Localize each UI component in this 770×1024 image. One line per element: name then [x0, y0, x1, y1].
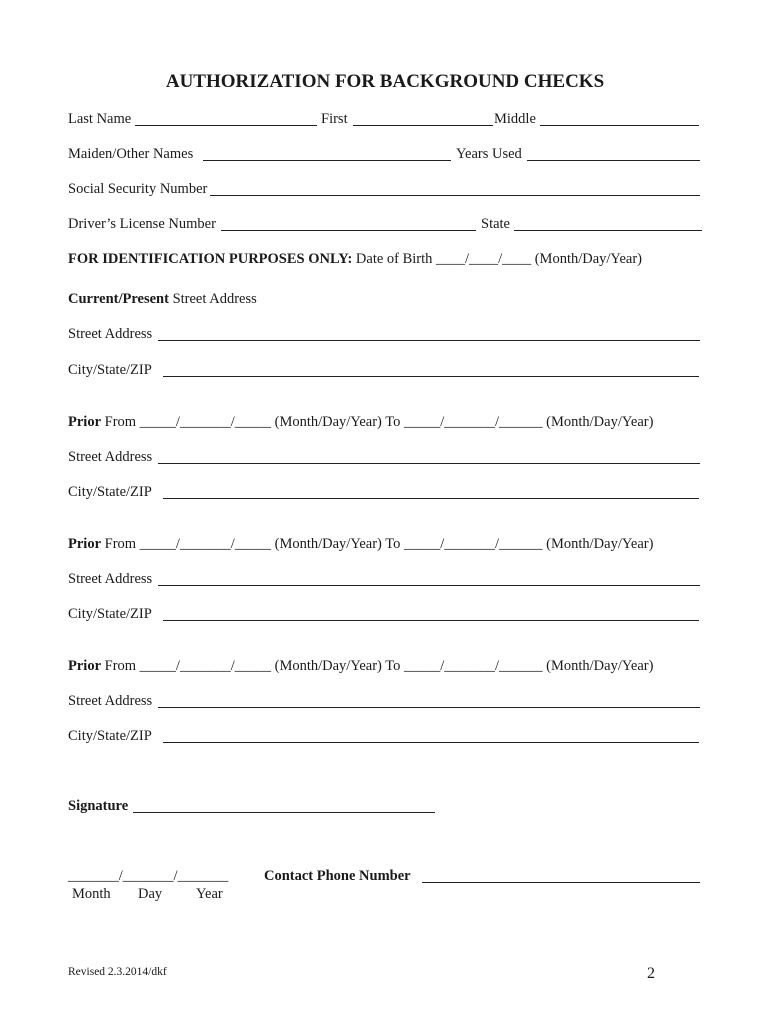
current-street-label: Street Address — [68, 326, 153, 342]
phone-label: Contact Phone Number — [264, 868, 411, 884]
prior-2-street-field[interactable] — [158, 585, 700, 586]
prior-3-bold: Prior — [68, 658, 102, 674]
identification-heading: FOR IDENTIFICATION PURPOSES ONLY: — [68, 251, 353, 267]
prior-3-dates[interactable] — [68, 657, 653, 675]
last-name-field[interactable] — [135, 125, 317, 126]
page-number: 2 — [647, 965, 655, 982]
prior-1-dates[interactable] — [68, 413, 653, 431]
current-address-heading — [68, 290, 257, 308]
prior-2-bold: Prior — [68, 536, 102, 552]
current-present-bold: Current/Present — [68, 291, 169, 307]
current-city-field[interactable] — [163, 376, 699, 377]
prior-1-date-range: From _____/_______/_____ (Month/Day/Year) To _____/_______/______ (Month/Day/Year) — [101, 414, 654, 430]
prior-1-street-label: Street Address — [68, 449, 153, 465]
current-city-label: City/State/ZIP — [68, 362, 152, 378]
day-caption: Day — [138, 886, 163, 902]
form-title: AUTHORIZATION FOR BACKGROUND CHECKS — [165, 71, 605, 92]
state-label: State — [481, 216, 510, 232]
year-caption: Year — [196, 886, 223, 902]
identification-row — [68, 250, 642, 268]
prior-1-city-field[interactable] — [163, 498, 699, 499]
prior-1-street-field[interactable] — [158, 463, 700, 464]
prior-2-date-range: From _____/_______/_____ (Month/Day/Year) To _____/_______/______ (Month/Day/Year) — [101, 536, 654, 552]
prior-2-street-label: Street Address — [68, 571, 153, 587]
middle-name-label: Middle — [494, 111, 536, 127]
license-field[interactable] — [221, 230, 476, 231]
signature-date-field[interactable]: _______/_______/_______ — [68, 868, 229, 884]
last-name-label: Last Name — [68, 111, 132, 127]
prior-2-city-field[interactable] — [163, 620, 699, 621]
prior-3-city-field[interactable] — [163, 742, 699, 743]
ssn-field[interactable] — [210, 195, 700, 196]
prior-3-street-field[interactable] — [158, 707, 700, 708]
prior-3-street-label: Street Address — [68, 693, 153, 709]
maiden-names-field[interactable] — [203, 160, 451, 161]
prior-2-city-label: City/State/ZIP — [68, 606, 152, 622]
signature-field[interactable] — [133, 812, 435, 813]
date-of-birth-text[interactable]: Date of Birth ____/____/____ (Month/Day/Year) — [355, 251, 642, 267]
prior-3-city-label: City/State/ZIP — [68, 728, 152, 744]
maiden-names-label: Maiden/Other Names — [68, 146, 194, 162]
prior-2-dates[interactable] — [68, 535, 653, 553]
state-field[interactable] — [514, 230, 702, 231]
phone-field[interactable] — [422, 882, 700, 883]
prior-1-city-label: City/State/ZIP — [68, 484, 152, 500]
ssn-label: Social Security Number — [68, 181, 208, 197]
first-name-label: First — [321, 111, 348, 127]
prior-1-bold: Prior — [68, 414, 102, 430]
revision-note: Revised 2.3.2014/dkf — [68, 966, 167, 978]
first-name-field[interactable] — [353, 125, 493, 126]
prior-3-date-range: From _____/_______/_____ (Month/Day/Year) To _____/_______/______ (Month/Day/Year) — [101, 658, 654, 674]
current-street-field[interactable] — [158, 340, 700, 341]
years-used-field[interactable] — [527, 160, 700, 161]
years-used-label: Years Used — [456, 146, 522, 162]
middle-name-field[interactable] — [540, 125, 699, 126]
current-heading-rest: Street Address — [168, 291, 257, 307]
license-label: Driver’s License Number — [68, 216, 216, 232]
signature-label: Signature — [68, 798, 129, 814]
month-caption: Month — [72, 886, 111, 902]
